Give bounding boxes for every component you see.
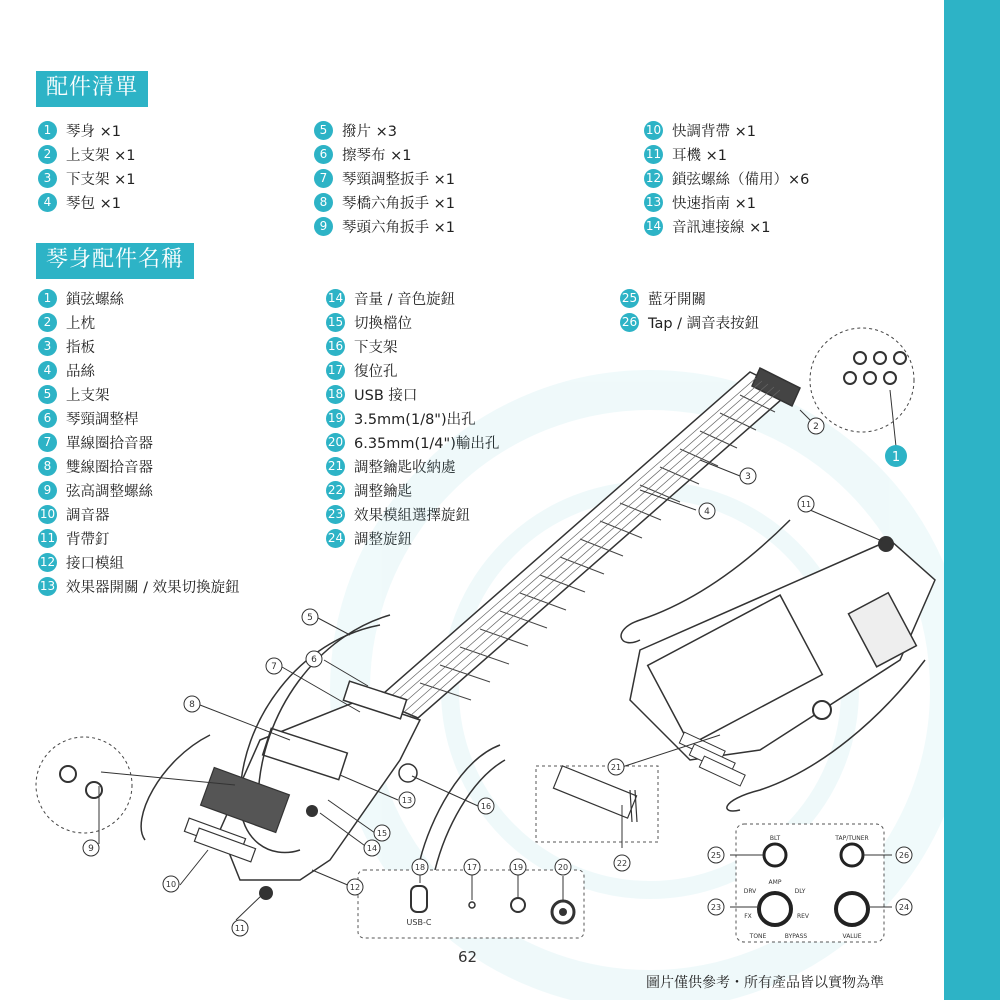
connector-inset	[358, 870, 584, 938]
item-label: 6.35mm(1/4")輸出孔	[354, 435, 500, 452]
back-support-knob	[813, 701, 831, 719]
item-label: 琴包 ×1	[66, 195, 121, 212]
item-label: 快調背帶 ×1	[672, 123, 756, 140]
accessories-title: 配件清單	[36, 71, 148, 107]
callout-label: 3	[745, 472, 751, 482]
panel-label-rev: REV	[796, 913, 810, 920]
item-number-badge: 10	[38, 505, 57, 524]
panel-label-value: VALUE	[842, 933, 862, 940]
callout-label: 2	[813, 422, 819, 432]
item-number-badge: 23	[326, 505, 345, 524]
item-label: 效果器開關 / 效果切換旋鈕	[66, 579, 240, 596]
bluetooth-button-icon	[764, 844, 786, 866]
item-number-badge: 12	[38, 553, 57, 572]
item-number-badge: 14	[644, 217, 663, 236]
item-number-badge: 13	[38, 577, 57, 596]
item-label: 琴橋六角扳手 ×1	[342, 195, 455, 212]
callout-label: 16	[480, 802, 492, 811]
item-label: 指板	[66, 339, 95, 356]
parts-title: 琴身配件名稱	[36, 243, 194, 279]
callout-label: 6	[311, 655, 317, 665]
headphone-jack-icon	[511, 898, 525, 912]
item-label: 下支架	[354, 339, 398, 356]
item-number-badge: 15	[326, 313, 345, 332]
item-number-badge: 1	[38, 289, 57, 308]
callout-label: 18	[414, 863, 426, 872]
item-number-badge: 11	[644, 145, 663, 164]
callout-label: 11	[234, 924, 246, 933]
item-number-badge: 1	[38, 121, 57, 140]
item-label: 上支架	[66, 387, 110, 404]
callout-label: 19	[512, 863, 524, 872]
callout-label: 25	[710, 851, 722, 860]
callout-label: 20	[557, 863, 569, 872]
item-number-badge: 13	[644, 193, 663, 212]
callout-label: 1	[891, 450, 901, 465]
item-number-badge: 8	[38, 457, 57, 476]
callout-label: 14	[366, 844, 378, 853]
item-label: 上支架 ×1	[66, 147, 136, 164]
item-number-badge: 6	[38, 409, 57, 428]
action-screw-icon	[86, 782, 102, 798]
item-number-badge: 2	[38, 313, 57, 332]
callout-label: 4	[704, 507, 710, 517]
panel-label-bypass: BYPASS	[784, 933, 808, 940]
callout-label: 8	[189, 700, 195, 710]
item-number-badge: 6	[314, 145, 333, 164]
panel-label-tap-tuner: TAP/TUNER	[835, 835, 869, 842]
item-number-badge: 9	[314, 217, 333, 236]
callout-label: 21	[610, 763, 622, 772]
item-number-badge: 2	[38, 145, 57, 164]
effect-selector-knob-icon	[759, 893, 791, 925]
panel-label-dly: DLY	[794, 888, 806, 895]
item-label: 琴頸調整扳手 ×1	[342, 171, 455, 188]
volume-knob	[306, 805, 318, 817]
item-number-badge: 21	[326, 457, 345, 476]
item-number-badge: 18	[326, 385, 345, 404]
panel-label-tone: TONE	[749, 933, 767, 940]
item-number-badge: 25	[620, 289, 639, 308]
item-label: 擦琴布 ×1	[342, 147, 412, 164]
item-label: 背帶釘	[66, 531, 110, 548]
item-number-badge: 9	[38, 481, 57, 500]
callout-label: 15	[376, 829, 388, 838]
callout-label: 17	[466, 863, 478, 872]
item-label: 耳機 ×1	[672, 147, 727, 164]
item-label: 弦高調整螺絲	[66, 483, 153, 500]
item-label: 品絲	[66, 363, 95, 380]
callout-label: 5	[307, 613, 313, 623]
callout-label: 7	[271, 662, 277, 672]
callout-label: 9	[88, 844, 94, 854]
item-label: 鎖弦螺絲	[66, 291, 124, 308]
zoom-action-screws	[36, 737, 132, 833]
tap-button-icon	[841, 844, 863, 866]
item-number-badge: 3	[38, 169, 57, 188]
item-label: 琴頭六角扳手 ×1	[342, 219, 455, 236]
item-number-badge: 11	[38, 529, 57, 548]
strap-pin	[259, 886, 273, 900]
item-label: 調整鑰匙收納處	[354, 459, 456, 476]
item-number-badge: 10	[644, 121, 663, 140]
side-accent-bar	[944, 0, 1000, 1000]
item-number-badge: 14	[326, 289, 345, 308]
callout-label: 23	[710, 903, 722, 912]
item-label: 快速指南 ×1	[672, 195, 756, 212]
panel-label-drv: DRV	[743, 888, 757, 895]
item-number-badge: 22	[326, 481, 345, 500]
zoom-locking-screws	[810, 328, 914, 432]
callout-label: 26	[898, 851, 910, 860]
callout-label: 22	[616, 859, 628, 868]
item-label: 3.5mm(1/8")出孔	[354, 411, 476, 428]
item-number-badge: 4	[38, 361, 57, 380]
item-label: 下支架 ×1	[66, 171, 136, 188]
item-label: 調整旋鈕	[354, 531, 412, 548]
item-number-badge: 7	[314, 169, 333, 188]
panel-label-amp: AMP	[768, 879, 782, 886]
item-number-badge: 20	[326, 433, 345, 452]
callout-label: 10	[165, 880, 177, 889]
item-number-badge: 24	[326, 529, 345, 548]
item-number-badge: 5	[38, 385, 57, 404]
guitar-body-back	[630, 540, 935, 760]
item-label: 雙線圈拾音器	[66, 459, 153, 476]
page-number: 62	[458, 948, 478, 966]
item-number-badge: 16	[326, 337, 345, 356]
item-label: USB 接口	[354, 387, 418, 404]
item-label: 琴頸調整桿	[66, 411, 139, 428]
panel-label-fx: FX	[744, 913, 752, 920]
item-number-badge: 5	[314, 121, 333, 140]
back-strap-pin	[878, 536, 894, 552]
action-screw-icon	[60, 766, 76, 782]
item-number-badge: 7	[38, 433, 57, 452]
item-number-badge: 8	[314, 193, 333, 212]
item-number-badge: 3	[38, 337, 57, 356]
callout-label: 24	[898, 903, 910, 912]
usb-c-label: USB-C	[406, 918, 432, 927]
usb-c-port-icon	[411, 886, 427, 912]
callout-label: 12	[349, 883, 361, 892]
footer-disclaimer: 圖片僅供參考・所有產品皆以實物為準	[646, 975, 884, 991]
item-label: Tap / 調音表按鈕	[648, 315, 760, 332]
item-label: 復位孔	[354, 363, 398, 380]
item-label: 鎖弦螺絲（備用）×6	[672, 171, 810, 188]
item-label: 上枕	[66, 315, 95, 332]
item-number-badge: 26	[620, 313, 639, 332]
item-number-badge: 19	[326, 409, 345, 428]
item-number-badge: 12	[644, 169, 663, 188]
item-label: 音訊連接線 ×1	[672, 219, 771, 236]
item-label: 接口模組	[66, 555, 124, 572]
item-label: 調整鑰匙	[354, 483, 412, 500]
item-label: 單線圈拾音器	[66, 435, 153, 452]
item-label: 調音器	[66, 507, 110, 524]
panel-label-blt: BLT	[769, 835, 781, 842]
callout-label: 11	[800, 500, 812, 509]
item-label: 撥片 ×3	[342, 123, 397, 140]
item-label: 效果模組選擇旋鈕	[354, 507, 470, 524]
item-label: 切換檔位	[354, 315, 412, 332]
item-label: 藍牙開關	[648, 291, 706, 308]
item-label: 琴身 ×1	[66, 123, 121, 140]
lower-support-knob	[399, 764, 417, 782]
item-number-badge: 17	[326, 361, 345, 380]
callout-label: 13	[401, 796, 413, 805]
value-knob-icon	[836, 893, 868, 925]
item-label: 音量 / 音色旋鈕	[354, 291, 456, 308]
item-number-badge: 4	[38, 193, 57, 212]
output-jack-center-icon	[559, 908, 567, 916]
